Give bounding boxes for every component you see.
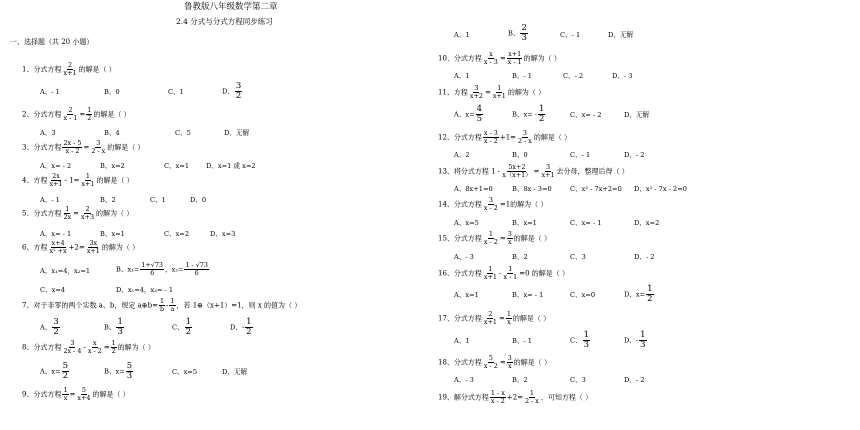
q9-option-c: C、- 1 <box>560 31 581 39</box>
q2-option-b: B、4 <box>104 129 120 137</box>
q16-option-c: C、x=0 <box>570 291 596 299</box>
q9-option-d: D、无解 <box>608 31 634 39</box>
q12-option-d: D、- 2 <box>624 151 645 159</box>
q12-option-b: B、0 <box>512 151 528 159</box>
q13-option-a: A、8x+1=0 <box>454 185 493 193</box>
q16-option-b: B、x= - 1 <box>512 291 544 299</box>
q2-option-d: D、无解 <box>224 129 250 137</box>
q3-option-a: A、x= - 2 <box>40 162 72 170</box>
q15-option-b: B、2 <box>512 253 528 261</box>
q12-option-a: A、2 <box>454 151 470 159</box>
q5-option-c: C、x=2 <box>164 230 190 238</box>
question-11: 11、方程 $\frac{3}{x+2}$ = $\frac{1}{x+1}$ 的解为（ ） <box>438 84 546 100</box>
q1-option-a: A、- 1 <box>40 88 60 96</box>
q7-option-c: C、 $\frac{1}{2}$ <box>172 317 192 337</box>
q6-option-d: D、x₁=4，x₂= - 1 <box>116 286 174 294</box>
q4-option-b: B、2 <box>100 196 116 204</box>
q4-option-d: D、0 <box>190 196 207 204</box>
question-13: 13、将分式方程 1 - $\frac{5x+2}{x(x+1)}$ = $\frac{3}{x+1}$ 去分母，整理后得（ ） <box>438 163 629 179</box>
q9-option-b: B、 $\frac{2}{3}$ <box>508 23 527 43</box>
q14-option-d: D、x=2 <box>634 219 660 227</box>
question-7: 7、对于非零的两个实数 a、b，规定 a⊕b= $\frac{1}{b}$ - $\frac{1}{a}$ ，若 1⊕（x+1）=1，则 x 的值为（ ） <box>22 297 302 313</box>
q17-option-c: C、 $\frac{1}{3}$ <box>570 330 590 350</box>
q15-option-c: C、3 <box>570 253 586 261</box>
q10-option-c: C、- 2 <box>563 72 584 80</box>
q7-option-a: A、 $\frac{3}{2}$ <box>40 317 59 337</box>
question-15: 15、分式方程 $\frac{1}{x - 2}$ = $\frac{3}{x}$ 的解是（ ） <box>438 230 552 246</box>
question-16: 16、分式方程 $\frac{1}{x+1}$ - $\frac{1}{x - 1}$ =0 的解是（ ） <box>438 265 570 281</box>
q14-option-b: B、x=1 <box>512 219 537 227</box>
q3-option-b: B、x=2 <box>100 162 125 170</box>
section-heading: 一、选择题（共 20 小题） <box>10 38 94 46</box>
q6-option-b: B、x₁= $\frac{1+√73}{6}$ ，x₂= $\frac{1 - √73}{6}$ <box>116 261 208 277</box>
q1-option-d: D、 $\frac{3}{2}$ <box>222 81 242 101</box>
question-17: 17、分式方程 $\frac{2}{x+1}$ = $\frac{1}{x}$ 的解是（ ） <box>438 310 551 326</box>
q17-option-a: A、1 <box>454 337 470 345</box>
question-18: 18、分式方程 $\frac{5}{x - 2}$ = $\frac{3}{x}$ 的解是（ ） <box>438 354 552 370</box>
q15-option-d: D、- 2 <box>634 253 655 261</box>
q5-option-a: A、x= - 1 <box>40 230 72 238</box>
q2-option-a: A、3 <box>40 129 56 137</box>
question-6: 6、方程 $\frac{x+4}{\text{x² +x}}$ +2= $\frac{3x}{x+1}$ 的解为（ ） <box>22 239 140 255</box>
q1-option-b: B、0 <box>104 88 120 96</box>
q18-option-b: B、2 <box>512 376 528 384</box>
q3-option-c: C、x=1 <box>164 162 190 170</box>
q11-option-a: A、x= $\frac{4}{5}$ <box>454 104 483 124</box>
question-2: 2、分式方程 $\frac{2}{x - 1}$ = $\frac{1}{2}$ 的解是（ ） <box>22 106 131 122</box>
q5-option-b: B、x=1 <box>100 230 125 238</box>
q11-option-b: B、x= - $\frac{1}{2}$ <box>512 104 545 124</box>
q10-option-b: B、- 1 <box>512 72 532 80</box>
question-5: 5、分式方程 $\frac{1}{2x}$ = $\frac{2}{x+3}$ 的解为（ ） <box>22 205 134 221</box>
q14-option-a: A、x=5 <box>454 219 479 227</box>
doc-title: 鲁教版八年级数学第二章 <box>184 2 278 12</box>
q15-option-a: A、- 3 <box>454 253 474 261</box>
q16-option-a: A、x=1 <box>454 291 479 299</box>
q6-option-c: C、x=4 <box>40 286 66 294</box>
q17-option-b: B、- 1 <box>512 337 532 345</box>
q1-option-c: C、1 <box>168 88 184 96</box>
q18-option-a: A、- 3 <box>454 376 474 384</box>
q8-option-b: B、x= $\frac{5}{3}$ <box>104 361 133 381</box>
q10-option-d: D、- 3 <box>612 72 633 80</box>
q4-option-a: A、- 1 <box>40 196 60 204</box>
q6-option-a: A、x₁=4，x₂=1 <box>40 267 91 275</box>
question-8: 8、分式方程 $\frac{3}{2x - 4}$ - $\frac{x}{x - 2}$ = $\frac{1}{2}$ 的解为（ ） <box>22 339 155 355</box>
question-3: 3、分式方程 $\frac{2x - 5}{x - 2}$ = $\frac{3}{2 - x}$ 的解是（ ） <box>22 139 145 155</box>
q9-option-a: A、1 <box>454 31 470 39</box>
q11-option-d: D、无解 <box>624 111 650 119</box>
q3-option-d: D、x=1 或 x=2 <box>206 162 256 170</box>
q17-option-d: D、- $\frac{1}{3}$ <box>624 330 646 350</box>
q8-option-d: D、无解 <box>222 368 248 376</box>
question-14: 14、分式方程 $\frac{3}{x - 2}$ =1的解为（ ） <box>438 196 548 212</box>
q12-option-c: C、- 1 <box>570 151 591 159</box>
q14-option-c: C、x= - 1 <box>570 219 602 227</box>
q7-option-b: B、 $\frac{1}{3}$ <box>104 317 123 337</box>
question-1: 1、分式方程 $\frac{2}{x+1}$ 的解是（ ） <box>22 61 116 77</box>
q8-option-c: C、x=5 <box>172 368 198 376</box>
q13-option-b: B、8x - 3=0 <box>512 185 552 193</box>
question-4: 4、方程 $\frac{2x}{x+1}$ - 1= $\frac{1}{x+1}$ 的解是（ ） <box>22 172 134 188</box>
question-10: 10、分式方程 $\frac{x}{x - 3}$ = $\frac{x+1}{x - 1}$ 的解为（ ） <box>438 50 561 66</box>
q7-option-d: D、- $\frac{1}{2}$ <box>230 317 252 337</box>
question-12: 12、分式方程 $\frac{x - 3}{x - 2}$ +1= $\frac{3}{2 - x}$ 的解是（ ） <box>438 129 572 145</box>
question-19: 19、解分式方程 $\frac{1 - x}{x - 2}$ +2= $\frac{1}{2 - x}$ ，可知方程（ ） <box>438 389 593 405</box>
q13-option-d: D、x² - 7x - 2=0 <box>634 185 687 193</box>
q5-option-d: D、x=3 <box>210 230 236 238</box>
q18-option-c: C、3 <box>570 376 586 384</box>
question-9: 9、分式方程 $\frac{1}{x}$ = $\frac{5}{x+4}$ 的解是（ ） <box>22 386 130 402</box>
q11-option-c: C、x= - 2 <box>570 111 602 119</box>
q8-option-a: A、x= $\frac{5}{2}$ <box>40 361 69 381</box>
q2-option-c: C、5 <box>175 129 191 137</box>
q16-option-d: D、x= $\frac{1}{2}$ <box>624 284 653 304</box>
doc-subtitle: 2.4 分式与分式方程同步练习 <box>176 17 273 26</box>
q10-option-a: A、1 <box>454 72 470 80</box>
q4-option-c: C、1 <box>150 196 166 204</box>
q18-option-d: D、- 2 <box>624 376 645 384</box>
q13-option-c: C、x² - 7x+2=0 <box>570 185 622 193</box>
